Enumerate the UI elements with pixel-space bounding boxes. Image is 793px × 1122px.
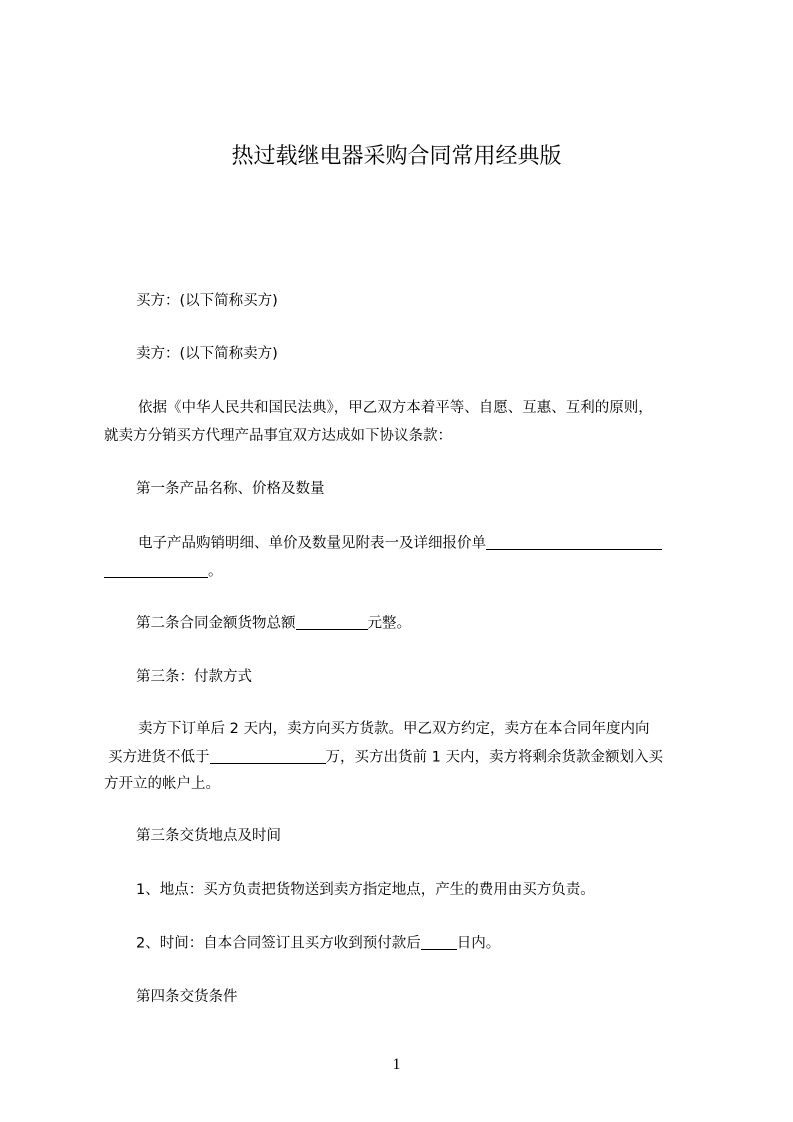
blank-total-amount bbox=[296, 614, 368, 630]
article-3-heading: 第三条：付款方式 bbox=[136, 669, 252, 685]
article-1-heading: 第一条产品名称、价格及数量 bbox=[136, 481, 325, 497]
article-3-line-2 bbox=[104, 746, 708, 770]
intro-line-1: 依据《中华人民共和国民法典》，甲乙双方本着平等、自愿、互惠、互利的原则， bbox=[138, 400, 653, 416]
blank-days bbox=[421, 934, 457, 950]
article-2-prefix: 第二条合同金额货物总额 bbox=[136, 615, 296, 632]
article-3b-heading: 第三条交货地点及时间 bbox=[136, 828, 281, 844]
article-3-line-2-suffix: 万，买方出货前 1 天内，卖方将剩余货款金额划入买 bbox=[325, 749, 663, 766]
article-1-end: 。 bbox=[208, 563, 223, 580]
page-number: 1 bbox=[392, 1056, 401, 1073]
blank-price-list-cont bbox=[104, 562, 208, 578]
item-2-suffix: 日内。 bbox=[456, 935, 501, 952]
article-3-line-1: 卖方下订单后 2 天内，卖方向买方货款。甲乙双方约定，卖方在本合同年度内向 bbox=[138, 721, 650, 737]
article-1-text-cont bbox=[104, 560, 704, 584]
item-2-prefix: 2、时间：自本合同签订且买方收到预付款后 bbox=[136, 935, 421, 952]
article-1-text bbox=[104, 532, 738, 556]
intro-line-2: 就卖方分销买方代理产品事宜双方达成如下协议条款： bbox=[104, 428, 452, 444]
blank-min-purchase bbox=[210, 748, 326, 764]
seller-line: 卖方：(以下简称卖方) bbox=[136, 346, 278, 362]
blank-price-list bbox=[486, 534, 662, 550]
article-3-line-2-prefix: 买方进货不低于 bbox=[108, 749, 210, 766]
article-2-suffix: 元整。 bbox=[367, 615, 411, 632]
item-1: 1、地点：买方负责把货物送到卖方指定地点，产生的费用由买方负责。 bbox=[136, 882, 595, 898]
article-2 bbox=[104, 612, 736, 636]
buyer-line: 买方：(以下简称买方) bbox=[136, 293, 278, 309]
article-4-heading: 第四条交货条件 bbox=[136, 989, 238, 1005]
article-3-line-3: 方开立的帐户上。 bbox=[104, 776, 220, 792]
article-1-text-content: 电子产品购销明细、单价及数量见附表一及详细报价单 bbox=[138, 535, 486, 552]
item-2 bbox=[104, 932, 736, 956]
document-title: 热过载继电器采购合同常用经典版 bbox=[231, 144, 562, 169]
